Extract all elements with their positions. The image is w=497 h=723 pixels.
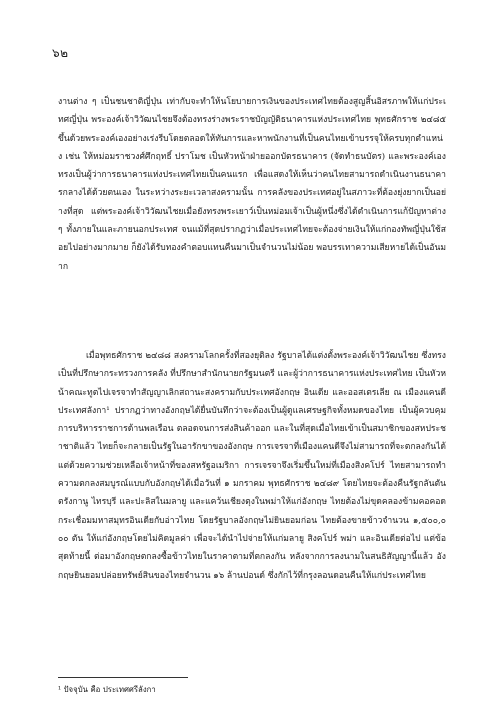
footnote-divider bbox=[58, 677, 188, 678]
footnote: ¹ ปัจจุบัน คือ ประเทศศรีลังกา bbox=[58, 685, 156, 694]
paragraph-2: เมื่อพุทธศักราช ๒๔๘๘ สงครามโลกครั้งที่สองยุติลง รัฐบาลได้แต่งตั้งพระองค์เจ้าวิวัฒนไชย ซึ่งทรงเป็นที่ปรึกษากระทรวงการคลัง ที่ปรึกษาสำนักนายกรัฐมนตรี และผู้ว่าการธนาคารแห่งประเทศไทย เป็นหัวหน้าคณะทูตไปเจรจาทำสัญญาเลิกสถานะสงครามกับประเทศอังกฤษ อินเดีย และออสเตรเลีย ณ เมืองแคนดี ประเทศลังกา¹ ปรากฏว่าทางอังกฤษได้ยื่นบันทึกว่าจะต้องเป็นผู้ดูแลเศรษฐกิจทั้งหมดของไทย เป็นผู้ควบคุมการบริหารราชการด้านพลเรือน ตลอดจนการส่งสินค้าออก และในที่สุดเมื่อไทยเข้าเป็นสมาชิกของสหประชาชาติแล้ว ไทยก็จะกลายเป็นรัฐในอารักขาของอังกฤษ การเจรจาที่เมืองแคนดีจึงไม่สามารถที่จะตกลงกันได้ แต่ด้วยความช่วยเหลือเจ้าหน้าที่ของสหรัฐอเมริกา การเจรจาจึงเริ่มขึ้นใหม่ที่เมืองสิงคโปร์ ไทยสามารถทำความตกลงสมบูรณ์แบบกับอังกฤษได้เมื่อวันที่ ๑ มกราคม พุทธศักราช ๒๔๘๙ โดยไทยจะต้องคืนรัฐกลันตัน ตรังกานู ไทรบุรี และปะลิสในมลายู และแคว้นเชียงตุงในพม่าให้แก่อังกฤษ ไทยต้องไม่ขุดคลองข้ามคอคอดกระเชื่อมมหาสมุทรอินเดียกับอ่าวไทย โดยรัฐบาลอังกฤษไม่ยินยอมก่อน ไทยต้องขายข้าวจำนวน ๑,๕๐๐,๐๐๐ ตัน ให้แก่อังกฤษโดยไม่คิดมูลค่า เพื่อจะได้นำไปจ่ายให้แก่มลายู สิงคโปร์ พม่า และอินเดียต่อไป แต่ข้อสุดท้ายนี้ ต่อมาอังกฤษตกลงซื้อข้าวไทยในราคาตามที่ตกลงกัน หลังจากการลงนามในสนธิสัญญานี้แล้ว อังกฤษยินยอมปล่อยทรัพย์สินของไทยจำนวน ๑๖ ล้านปอนด์ ซึ่งกักไว้ที่กรุงลอนดอนคืนให้แก่ประเทศไทย bbox=[58, 351, 446, 581]
paragraph-1: งานต่าง ๆ เป็นชนชาติญี่ปุ่น เท่ากับจะทำให้นโยบายการเงินของประเทศไทยต้องสูญสิ้นอิสรภาพให้แก่ประเทศญี่ปุ่น พระองค์เจ้าวิวัฒนไชยจึงต้องทรงร่างพระราชบัญญัติธนาคารแห่งประเทศไทย พุทธศักราช ๒๔๘๕ ขึ้นด้วยพระองค์เองอย่างเร่งรีบโดยตลอดให้ทันการและหาพนักงานที่เป็นคนไทยเข้าบรรจุให้ครบทุกตำแหน่ง เช่น ให้หม่อมราชวงศ์ศึกฤทธิ์ ปราโมช เป็นหัวหน้าฝ่ายออกบัตรธนาคาร (จัดทำธนบัตร) และพระองค์เองทรงเป็นผู้ว่าการธนาคารแห่งประเทศไทยเป็นคนแรก เพื่อแสดงให้เห็นว่าคนไทยสามารถดำเนินงานธนาคารกลางได้ด้วยตนเอง ในระหว่างระยะเวลาสงครามนั้น การคลังของประเทศอยู่ในสภาวะที่ต้องยุ่งยากเป็นอย่างที่สุด แต่พระองค์เจ้าวิวัฒนไชยเมื่อยังทรงพระเยาว์เป็นหม่อมเจ้าเป็นผู้หนึ่งซึ่งได้ดำเนินการแก้ปัญหาต่าง ๆ ทั้งภายในและภายนอกประเทศ จนแม้ที่สุดปรากฏว่าเมื่อประเทศไทยจะต้องจ่ายเงินให้แก่กองทัพญี่ปุ่นใช้สอยไปอย่างมากมาย ก็ยังได้รับทองคำตอบแทนคืนมาเป็นจำนวนไม่น้อย พอบรรเทาความเสียหายได้เป็นอันมาก bbox=[58, 97, 446, 272]
page-number: ๖๒ bbox=[52, 46, 69, 60]
